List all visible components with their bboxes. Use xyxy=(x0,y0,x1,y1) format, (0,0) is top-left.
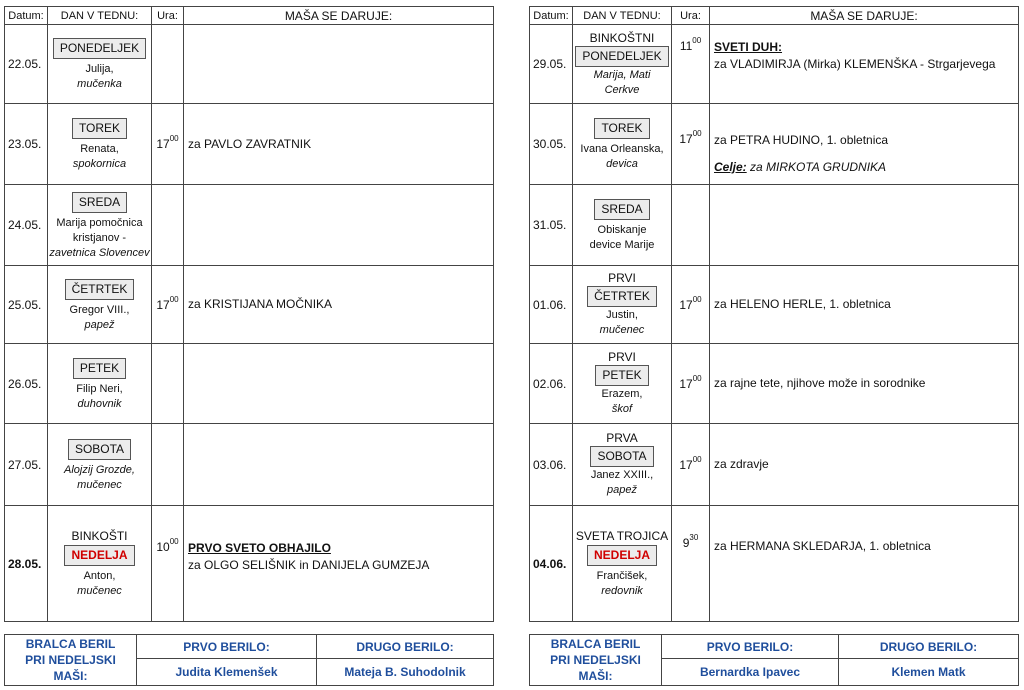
hour: 17 xyxy=(679,457,693,472)
saint-name: Marija pomočnica kristjanov - xyxy=(56,216,143,244)
minutes: 00 xyxy=(692,36,702,45)
minutes: 00 xyxy=(692,373,702,383)
mass-cell xyxy=(710,506,1019,622)
date-cell: 27.05. xyxy=(5,424,48,506)
saint-title: Marija, Mati Cerkve xyxy=(593,68,651,96)
day-cell xyxy=(573,104,672,185)
minutes: 00 xyxy=(692,454,702,464)
header-date: Datum: xyxy=(530,7,573,25)
mass-intention: za zdravje xyxy=(714,457,769,471)
mass-intention: za KRISTIJANA MOČNIKA xyxy=(188,297,333,311)
time-cell xyxy=(152,266,184,344)
time-cell xyxy=(672,344,710,424)
mass-heading: SVETI DUH: xyxy=(714,40,783,54)
hour: 17 xyxy=(679,376,693,391)
date-cell: 02.06. xyxy=(530,344,573,424)
day-badge: NEDELJA xyxy=(64,545,134,566)
time-cell xyxy=(152,185,184,266)
day-badge: PETEK xyxy=(73,358,126,379)
minutes: 00 xyxy=(169,537,179,546)
second-reading-label: DRUGO BERILO: xyxy=(839,635,1019,659)
table-row xyxy=(530,424,1019,506)
header-time: Ura: xyxy=(672,7,710,25)
hour: 17 xyxy=(679,132,693,146)
saint-title: mučenka xyxy=(77,78,122,90)
table-row xyxy=(530,25,1019,104)
feast-label: PRVI xyxy=(608,271,636,285)
saint-title: Alojzij Grozde, mučenec xyxy=(64,463,135,491)
date-cell: 30.05. xyxy=(530,104,573,185)
table-row xyxy=(5,185,494,266)
day-badge: TOREK xyxy=(72,118,127,139)
date-cell: 04.06. xyxy=(530,506,573,622)
mass-cell xyxy=(184,424,494,506)
day-badge: SOBOTA xyxy=(68,439,131,460)
saint-title: spokornica xyxy=(72,158,127,170)
mass-cell xyxy=(710,25,1019,104)
celje-intention: za MIRKOTA GRUDNIKA xyxy=(746,160,887,174)
minutes: 00 xyxy=(692,129,702,138)
time-cell xyxy=(672,25,710,104)
date-cell: 31.05. xyxy=(530,185,573,266)
schedule-left xyxy=(4,6,494,622)
mass-cell xyxy=(710,266,1019,344)
day-badge: SREDA xyxy=(72,192,127,213)
day-badge: PONEDELJEK xyxy=(575,46,668,67)
saint-title: papež xyxy=(607,484,637,496)
mass-heading: PRVO SVETO OBHAJILO xyxy=(188,541,331,555)
minutes: 00 xyxy=(169,294,179,304)
saint-title: duhovnik xyxy=(77,397,122,410)
day-badge: PETEK xyxy=(595,365,648,386)
day-cell xyxy=(573,424,672,506)
time-cell xyxy=(152,104,184,185)
saint-name: Frančišek, xyxy=(596,569,648,582)
day-badge: TOREK xyxy=(594,118,649,139)
table-row xyxy=(5,104,494,185)
hour: 11 xyxy=(679,39,693,53)
schedule-header xyxy=(5,7,494,25)
second-reader: Mateja B. Suhodolnik xyxy=(317,659,494,686)
mass-cell xyxy=(184,344,494,424)
schedule-header xyxy=(530,7,1019,25)
day-badge: ČETRTEK xyxy=(587,286,657,307)
table-row xyxy=(530,344,1019,424)
mass-cell xyxy=(710,185,1019,266)
mass-cell xyxy=(184,25,494,104)
time-cell xyxy=(152,25,184,104)
date-cell: 03.06. xyxy=(530,424,573,506)
table-row xyxy=(5,344,494,424)
mass-cell xyxy=(184,266,494,344)
mass-intention: za PAVLO ZAVRATNIK xyxy=(188,136,312,151)
feast-label: PRVI xyxy=(608,350,636,364)
celje-label: Celje: xyxy=(714,160,747,174)
date-cell: 22.05. xyxy=(5,25,48,104)
saint-name: Erazem, xyxy=(601,388,643,400)
day-badge: SREDA xyxy=(594,199,649,220)
table-row xyxy=(5,506,494,622)
day-cell xyxy=(573,185,672,266)
readers-label: BRALCA BERIL PRI NEDELJSKI MAŠI: xyxy=(530,635,662,686)
day-cell xyxy=(48,506,152,622)
day-cell xyxy=(48,344,152,424)
table-row xyxy=(5,25,494,104)
time-cell xyxy=(152,344,184,424)
day-badge: NEDELJA xyxy=(587,545,657,566)
first-reader: Bernardka Ipavec xyxy=(662,659,839,686)
mass-cell xyxy=(184,185,494,266)
time-cell xyxy=(152,424,184,506)
feast-label: BINKOŠTNI xyxy=(589,30,655,45)
hour: 17 xyxy=(156,297,170,312)
hour: 17 xyxy=(679,297,693,312)
table-row xyxy=(530,185,1019,266)
feast-label: BINKOŠTI xyxy=(71,528,128,543)
day-cell xyxy=(48,25,152,104)
day-cell xyxy=(48,104,152,185)
time-cell xyxy=(672,424,710,506)
saint-name: Julija, xyxy=(85,63,114,75)
day-cell xyxy=(573,344,672,424)
saint-title: škof xyxy=(611,403,633,415)
day-cell xyxy=(48,424,152,506)
readers-left xyxy=(4,634,494,686)
minutes: 00 xyxy=(169,134,179,143)
day-cell xyxy=(48,266,152,344)
table-row xyxy=(530,104,1019,185)
mass-cell xyxy=(184,506,494,622)
time-cell xyxy=(672,185,710,266)
saint-title: devica xyxy=(606,158,638,170)
saint-name: Obiskanje device Marije xyxy=(589,224,655,251)
saint-name: Ivana Orleanska, xyxy=(580,143,664,155)
saint-name: Justin, xyxy=(606,309,638,321)
hour: 9 xyxy=(682,536,690,550)
header-mass: MAŠA SE DARUJE: xyxy=(710,7,1019,25)
header-day: DAN V TEDNU: xyxy=(573,7,672,25)
schedule-right xyxy=(529,6,1019,622)
mass-cell xyxy=(184,104,494,185)
mass-intention: za OLGO SELIŠNIK in DANIJELA GUMZEJA xyxy=(188,558,430,572)
day-cell xyxy=(573,266,672,344)
time-cell xyxy=(672,266,710,344)
readers-label: BRALCA BERIL PRI NEDELJSKI MAŠI: xyxy=(5,635,137,686)
saint-name: Gregor VIII., xyxy=(69,303,130,316)
date-cell: 01.06. xyxy=(530,266,573,344)
day-badge: PONEDELJEK xyxy=(53,38,146,59)
saint-name: Renata, xyxy=(80,143,119,155)
saint-name: Filip Neri, xyxy=(76,382,123,395)
table-row xyxy=(5,424,494,506)
saint-title: zavetnica Slovencev xyxy=(49,246,150,259)
first-reading-label: PRVO BERILO: xyxy=(662,635,839,659)
celje-note xyxy=(714,160,886,174)
mass-intention: za HELENO HERLE, 1. obletnica xyxy=(714,297,891,311)
date-cell: 24.05. xyxy=(5,185,48,266)
header-mass: MAŠA SE DARUJE: xyxy=(184,7,494,25)
header-time: Ura: xyxy=(152,7,184,25)
table-row xyxy=(530,506,1019,622)
feast-label: SVETA TROJICA xyxy=(575,528,669,543)
first-reading-label: PRVO BERILO: xyxy=(137,635,317,659)
saint-title: redovnik xyxy=(601,584,643,597)
header-day: DAN V TEDNU: xyxy=(48,7,152,25)
mass-intention: za HERMANA SKLEDARJA, 1. obletnica xyxy=(714,539,931,553)
date-cell: 28.05. xyxy=(5,506,48,622)
saint-title: mučenec xyxy=(77,584,122,597)
mass-intention: za rajne tete, njihove može in sorodnike xyxy=(714,376,926,390)
time-cell xyxy=(672,506,710,622)
feast-label: PRVA xyxy=(606,431,638,445)
saint-name: Janez XXIII., xyxy=(590,469,654,481)
date-cell: 26.05. xyxy=(5,344,48,424)
header-date: Datum: xyxy=(5,7,48,25)
time-cell xyxy=(672,104,710,185)
mass-cell xyxy=(710,344,1019,424)
readers-right xyxy=(529,634,1019,686)
day-badge: SOBOTA xyxy=(590,446,653,467)
saint-title: mučenec xyxy=(599,324,645,336)
day-cell xyxy=(573,25,672,104)
mass-intention: za VLADIMIRJA (Mirka) KLEMENŠKA - Strgarjevega xyxy=(714,57,996,71)
day-cell xyxy=(573,506,672,622)
saint-name: Anton, xyxy=(83,569,116,582)
minutes: 00 xyxy=(692,294,702,304)
second-reading-label: DRUGO BERILO: xyxy=(317,635,494,659)
table-row xyxy=(530,266,1019,344)
saint-title: papež xyxy=(84,318,115,331)
time-cell xyxy=(152,506,184,622)
mass-cell xyxy=(710,104,1019,185)
table-row xyxy=(5,266,494,344)
day-cell xyxy=(48,185,152,266)
first-reader: Judita Klemenšek xyxy=(137,659,317,686)
mass-intention: za PETRA HUDINO, 1. obletnica xyxy=(714,133,889,147)
minutes: 30 xyxy=(689,533,699,542)
mass-cell xyxy=(710,424,1019,506)
second-reader: Klemen Matk xyxy=(839,659,1019,686)
date-cell: 29.05. xyxy=(530,25,573,104)
date-cell: 23.05. xyxy=(5,104,48,185)
hour: 17 xyxy=(156,137,170,151)
hour: 10 xyxy=(156,540,170,554)
day-badge: ČETRTEK xyxy=(65,279,135,300)
date-cell: 25.05. xyxy=(5,266,48,344)
